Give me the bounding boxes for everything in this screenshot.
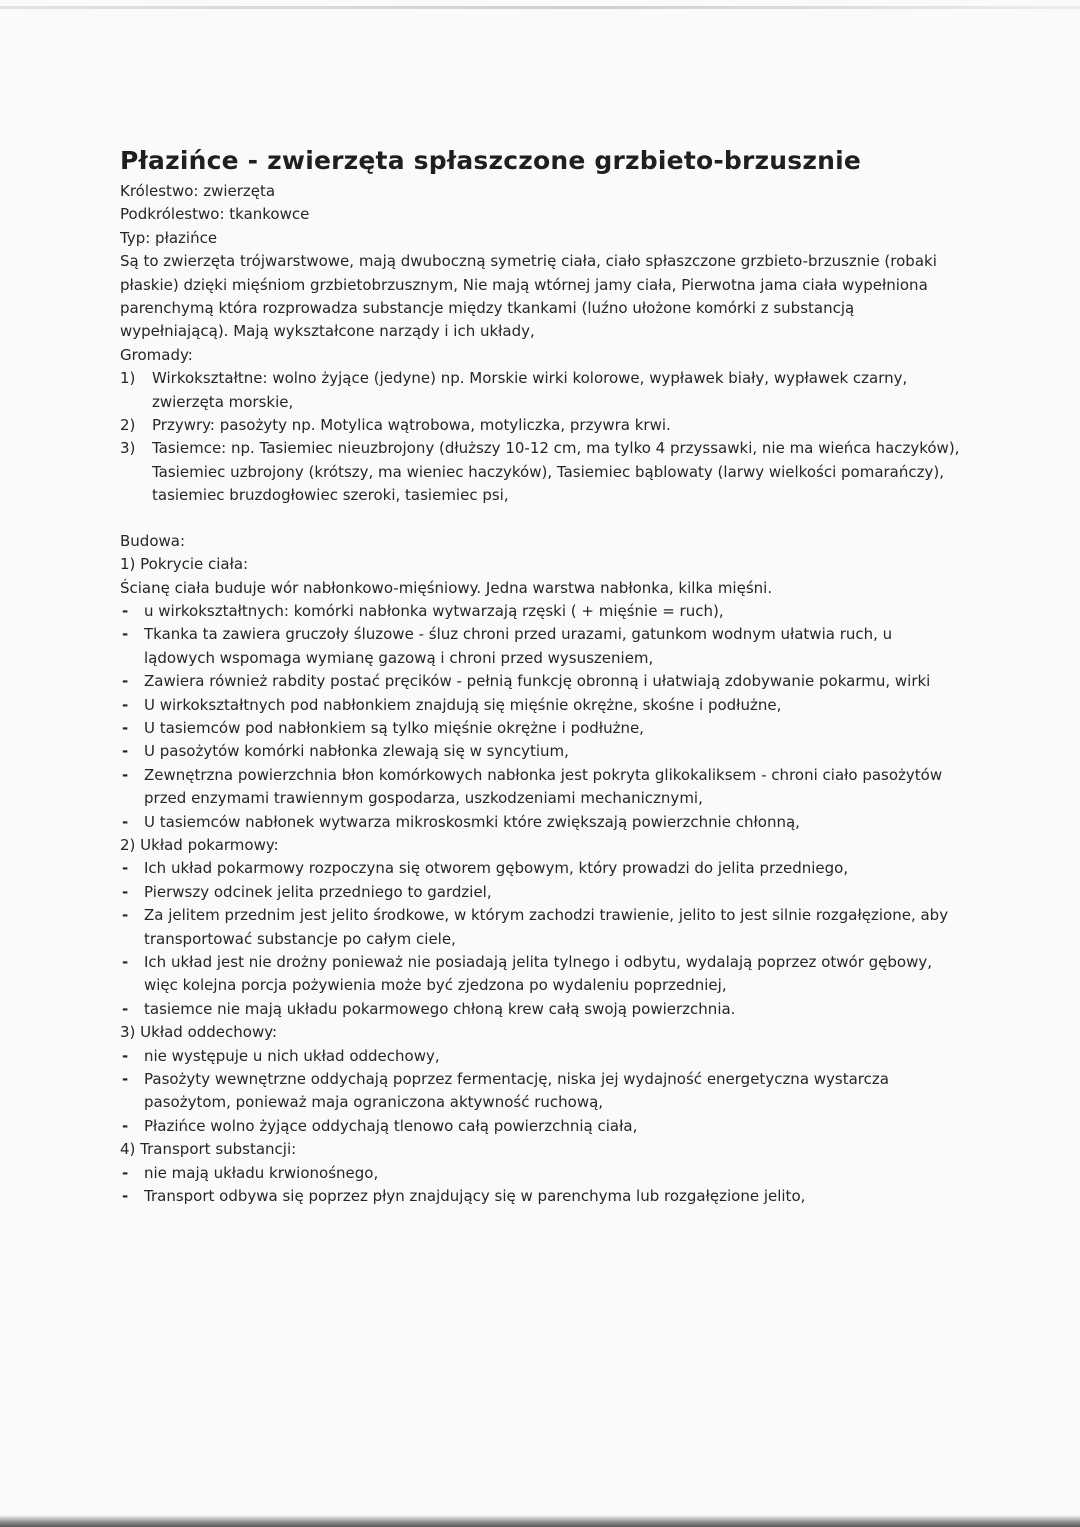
list-item: - nie występuje u nich układ oddechowy, xyxy=(120,1045,960,1068)
list-item: - Zewnętrzna powierzchnia błon komórkowych nabłonka jest pokryta glikokaliksem - chroni ciało pasożytów przed enzymami trawiennym gospodarza, uszkodzeniami mechanicznymi, xyxy=(120,764,960,811)
list-item xyxy=(120,414,960,437)
scan-top-edge xyxy=(0,6,1080,9)
structure-heading: Budowa: xyxy=(120,531,186,550)
section-transport xyxy=(120,1138,960,1208)
body-covering-list xyxy=(120,600,960,834)
subkingdom-line: Podkrólestwo: tkankowce xyxy=(120,205,310,224)
list-item xyxy=(120,437,960,507)
section-heading: 4) Transport substancji: xyxy=(120,1140,297,1159)
item-number: 1) xyxy=(120,369,136,388)
list-item: - Zawiera również rabdity postać pręcików - pełnią funkcję obronną i ułatwiają zdobywanie pokarmu, wirki xyxy=(120,670,960,693)
intro-paragraph: Są to zwierzęta trójwarstwowe, mają dwuboczną symetrię ciała, ciało spłaszczone grzbieto-brzusznie (robaki płaskie) dzięki mięśniom grzbietobrzusznym, Nie mają wtórnej jamy ciała, Pierwotna jama ciała wypełniona parenchymą która rozprowadza substancje między tkankami (luźno ułożone komórki z substancją wypełniającą). Mają wykształcone narządy i ich układy, xyxy=(120,252,937,341)
respiratory-list xyxy=(120,1045,960,1139)
section-heading: 2) Układ pokarmowy: xyxy=(120,835,279,854)
digestive-list xyxy=(120,857,960,1021)
list-item: - Transport odbywa się poprzez płyn znajdujący się w parenchyma lub rozgałęzione jelito, xyxy=(120,1185,960,1208)
section-gap xyxy=(120,508,960,530)
list-item: - nie mają układu krwionośnego, xyxy=(120,1162,960,1185)
section-lead: Ścianę ciała buduje wór nabłonkowo-mięśniowy. Jedna warstwa nabłonka, kilka mięśni. xyxy=(120,578,773,597)
classes-heading: Gromady: xyxy=(120,345,193,364)
scan-bottom-edge xyxy=(0,1515,1080,1527)
list-item: - U wirkokształtnych pod nabłonkiem znajdują się mięśnie okrężne, skośne i podłużne, xyxy=(120,694,960,717)
list-item xyxy=(120,367,960,414)
page-title: Płazińce - zwierzęta spłaszczone grzbieto-brzusznie xyxy=(120,146,862,175)
list-item: - U tasiemców pod nabłonkiem są tylko mięśnie okrężne i podłużne, xyxy=(120,717,960,740)
list-item: - Tkanka ta zawiera gruczoły śluzowe - śluz chroni przed urazami, gatunkom wodnym ułatwia ruch, u lądowych wspomaga wymianę gazową i chroni przed wysuszeniem, xyxy=(120,623,960,670)
list-item: - Płazińce wolno żyjące oddychają tlenowo całą powierzchnią ciała, xyxy=(120,1115,960,1138)
list-item: - Pierwszy odcinek jelita przedniego to gardziel, xyxy=(120,881,960,904)
section-heading: 3) Układ oddechowy: xyxy=(120,1023,278,1042)
classes-list xyxy=(120,367,960,507)
kingdom-line: Królestwo: zwierzęta xyxy=(120,182,276,200)
transport-list xyxy=(120,1162,960,1209)
section-digestive-system xyxy=(120,834,960,1021)
list-item: - Ich układ jest nie drożny ponieważ nie posiadają jelita tylnego i odbytu, wydalają poprzez otwór gębowy, więc kolejna porcja pożywienia może być zjedzona po wydaleniu poprzedniej, xyxy=(120,951,960,998)
phylum-line: Typ: płazińce xyxy=(120,228,218,247)
item-number: 3) xyxy=(120,439,136,458)
list-item: - U tasiemców nabłonek wytwarza mikroskosmki które zwiększają powierzchnie chłonną, xyxy=(120,811,960,834)
section-respiratory-system xyxy=(120,1021,960,1138)
list-item: - tasiemce nie mają układu pokarmowego chłoną krew całą swoją powierzchnia. xyxy=(120,998,960,1021)
item-text: Wirkokształtne: wolno żyjące (jedyne) np. Morskie wirki kolorowe, wypławek biały, wypławek czarny, zwierzęta morskie, xyxy=(152,369,908,411)
list-item: - u wirkokształtnych: komórki nabłonka wytwarzają rzęski ( + mięśnie = ruch), xyxy=(120,600,960,623)
section-body-covering xyxy=(120,553,960,834)
document-content xyxy=(120,144,960,1208)
list-item: - Ich układ pokarmowy rozpoczyna się otworem gębowym, który prowadzi do jelita przedniego, xyxy=(120,857,960,880)
list-item: - Pasożyty wewnętrzne oddychają poprzez fermentację, niska jej wydajność energetyczna wystarcza pasożytom, ponieważ maja ograniczona aktywność ruchową, xyxy=(120,1068,960,1115)
classification-block xyxy=(120,180,960,250)
section-heading: 1) Pokrycie ciała: xyxy=(120,555,249,574)
item-text: Przywry: pasożyty np. Motylica wątrobowa, motyliczka, przywra krwi. xyxy=(152,416,671,435)
list-item: - Za jelitem przednim jest jelito środkowe, w którym zachodzi trawienie, jelito to jest silnie rozgałęzione, aby transportować substancje po całym ciele, xyxy=(120,904,960,951)
list-item: - U pasożytów komórki nabłonka zlewają się w syncytium, xyxy=(120,740,960,763)
item-number: 2) xyxy=(120,416,136,435)
item-text: Tasiemce: np. Tasiemiec nieuzbrojony (dłuższy 10-12 cm, ma tylko 4 przyssawki, nie ma wieńca haczyków), Tasiemiec uzbrojony (krótszy, ma wieniec haczyków), Tasiemiec bąblowaty (larwy wielkości pomarańczy), tasiemiec bruzdogłowiec szeroki, tasiemiec psi, xyxy=(152,439,960,505)
